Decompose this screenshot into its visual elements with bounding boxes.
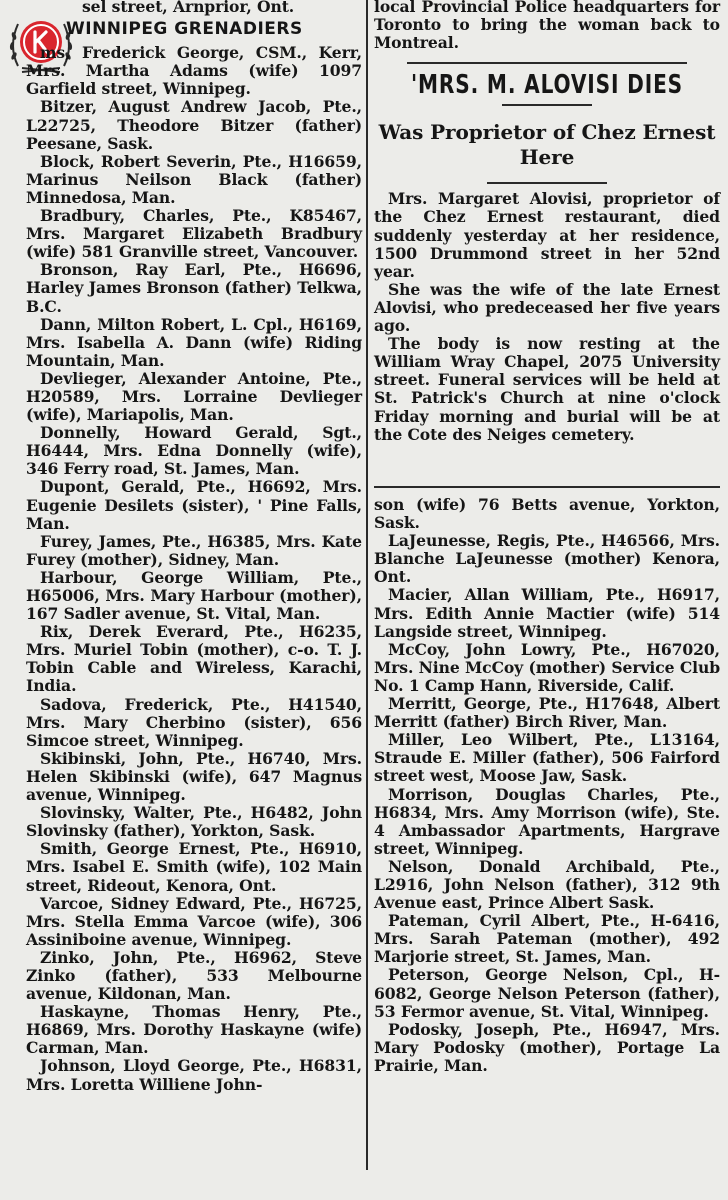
casualty-entry: Block, Robert Severin, Pte., H16659, Marinus Neilson Black (father) Minnedosa, Man. — [26, 151, 362, 207]
casualty-entry: Johnson, Lloyd George, Pte., H6831, Mrs. Loretta Williene John- — [26, 1056, 362, 1094]
casualty-entry: Donnelly, Howard Gerald, Sgt., H6444, Mrs. Edna Donnelly (wife), 346 Ferry road, St. James, Man. — [26, 423, 362, 479]
headline-bottom-rule — [502, 104, 592, 106]
casualty-entry: Rix, Derek Everard, Pte., H6235, Mrs. Muriel Tobin (mother), c-o. T. J. Tobin Cable and Wireless, Karachi, India. — [26, 622, 362, 696]
right-column-article — [374, 0, 720, 444]
police-continuation: local Provincial Police headquarters for Toronto to bring the woman back to Montreal. — [374, 0, 720, 53]
casualty-entry: Slovinsky, Walter, Pte., H6482, John Slovinsky (father), Yorkton, Sask. — [26, 803, 362, 841]
left-entries-list — [26, 44, 362, 1093]
casualty-entry: Macier, Allan William, Pte., H6917, Mrs. Edith Annie Mactier (wife) 514 Langside street, Winnipeg. — [374, 585, 720, 641]
left-column — [26, 0, 362, 1094]
casualty-entry: Nelson, Donald Archibald, Pte., L2916, John Nelson (father), 312 9th Avenue east, Prince Albert Sask. — [374, 856, 720, 913]
article-headline: 'MRS. M. ALOVISI DIES — [410, 70, 684, 101]
casualty-entry: Miller, Leo Wilbert, Pte., L13164, Straude E. Miller (father), 506 Fairford street west, Moose Jaw, Sask. — [374, 730, 720, 786]
casualty-entry: Smith, George Ernest, Pte., H6910, Mrs. Isabel E. Smith (wife), 102 Main street, Rideout, Kenora, Ont. — [26, 839, 362, 895]
casualty-entry: Podosky, Joseph, Pte., H6947, Mrs. Mary Podosky (mother), Portage La Prairie, Man. — [374, 1019, 720, 1075]
casualty-entry: McCoy, John Lowry, Pte., H67020, Mrs. Nine McCoy (mother) Service Club No. 1 Camp Hann, Riverside, Calif. — [374, 639, 720, 695]
casualty-entry: Bronson, Ray Earl, Pte., H6696, Harley James Bronson (father) Telkwa, B.C. — [26, 260, 362, 316]
winnipeg-grenadiers-heading: WINNIPEG GRENADIERS — [66, 19, 303, 40]
casualty-entry: LaJeunesse, Regis, Pte., H46566, Mrs. Blanche LaJeunesse (mother) Kenora, Ont. — [374, 531, 720, 587]
right-column-list — [374, 496, 720, 1075]
left-top-line: sel street, Arnprior, Ont. — [82, 0, 295, 16]
casualty-entry: Dann, Milton Robert, L. Cpl., H6169, Mrs. Isabella A. Dann (wife) Riding Mountain, Man. — [26, 314, 362, 370]
casualty-entry: Peterson, George Nelson, Cpl., H-6082, George Nelson Peterson (father), 53 Fermor avenue, St. Vital, Winnipeg. — [374, 965, 720, 1021]
casualty-entry: Dupont, Gerald, Pte., H6692, Mrs. Eugenie Desilets (sister), ' Pine Falls, Man. — [26, 477, 362, 533]
casualty-entry: Varcoe, Sidney Edward, Pte., H6725, Mrs. Stella Emma Varcoe (wife), 306 Assiniboine avenue, Winnipeg. — [26, 893, 362, 949]
article-subhead: Was Proprietor of Chez Ernest Here — [378, 120, 716, 170]
subhead-rule — [487, 182, 607, 184]
casualty-entry: Furey, James, Pte., H6385, Mrs. Kate Furey (mother), Sidney, Man. — [26, 531, 362, 569]
article-paragraph: The body is now resting at the William Wray Chapel, 2075 University street. Funeral services will be held at St. Patrick's Church at nine o'clock Friday morning and burial will be at the Cote des Neiges cemetery. — [374, 334, 720, 444]
right-entries-list — [374, 532, 720, 1075]
casualty-entry: ms, Frederick George, CSM., Kerr, Mrs. Martha Adams (wife) 1097 Garfield street, Winnipeg. — [26, 43, 362, 99]
casualty-entry: Bitzer, August Andrew Jacob, Pte., L22725, Theodore Bitzer (father) Peesane, Sask. — [26, 97, 362, 153]
casualty-entry: Merritt, George, Pte., H17648, Albert Merritt (father) Birch River, Man. — [374, 694, 720, 732]
article-paragraph: Mrs. Margaret Alovisi, proprietor of the Chez Ernest restaurant, died suddenly yesterday at her residence, 1500 Drummond street in her 52nd year. — [374, 189, 720, 281]
casualty-entry: Skibinski, John, Pte., H6740, Mrs. Helen Skibinski (wife), 647 Magnus avenue, Winnipeg. — [26, 748, 362, 805]
casualty-entry: Sadova, Frederick, Pte., H41540, Mrs. Mary Cherbino (sister), 656 Simcoe street, Winnipeg. — [26, 694, 362, 750]
casualty-entry: Devlieger, Alexander Antoine, Pte., H20589, Mrs. Lorraine Devlieger (wife), Mariapolis, Man. — [26, 368, 362, 425]
casualty-entry: Harbour, George William, Pte., H65006, Mrs. Mary Harbour (mother), 167 Sadler avenue, St. Vital, Man. — [26, 567, 362, 624]
right-continuation: son (wife) 76 Betts avenue, Yorkton, Sask. — [374, 495, 720, 533]
casualty-entry: Morrison, Douglas Charles, Pte., H6834, Mrs. Amy Morrison (wife), Ste. 4 Ambassador Apartments, Hargrave street, Winnipeg. — [374, 784, 720, 858]
column-divider — [366, 0, 368, 1170]
casualty-entry: Zinko, John, Pte., H6962, Steve Zinko (father), 533 Melbourne avenue, Kildonan, Man. — [26, 947, 362, 1004]
article-body — [374, 190, 720, 443]
casualty-entry: Pateman, Cyril Albert, Pte., H-6416, Mrs. Sarah Pateman (mother), 492 Marjorie street, St. James, Man. — [374, 911, 720, 967]
article-paragraph: She was the wife of the late Ernest Alovisi, who predeceased her five years ago. — [374, 279, 720, 336]
headline-top-rule — [407, 62, 687, 64]
casualty-entry: Bradbury, Charles, Pte., K85467, Mrs. Margaret Elizabeth Bradbury (wife) 581 Granville street, Vancouver. — [26, 206, 362, 262]
section-divider — [374, 486, 720, 488]
casualty-entry: Haskayne, Thomas Henry, Pte., H6869, Mrs. Dorothy Haskayne (wife) Carman, Man. — [26, 1002, 362, 1058]
